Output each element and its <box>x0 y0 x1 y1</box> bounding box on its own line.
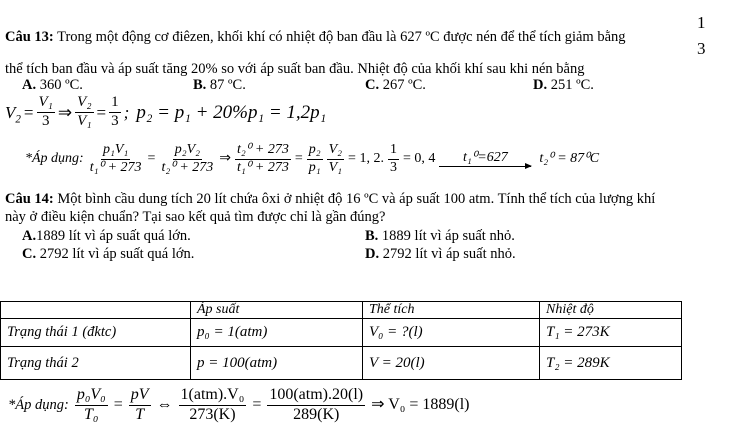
q13-line1 <box>5 30 626 45</box>
q13-apply-line: *Áp dụng: $\frac{\text{p₁V₁}}{\text{t₁⁰ + 273}}$ = $\frac{\text{p₂V₂}}{\text{t₂⁰ + 273}}$ ⇒ $\frac{\text{t₂⁰ + 273}}{\text{t₁⁰ + 273}}$ = $\frac{\text{p₂}}{\text{p₁}}$ $\frac{\text{V₂}}{\text{V₁}}$ = 1, 2. $\frac{1}{3}$ = 0, 4 t₁⁰=627 t₂⁰ = 87⁰C <box>25 142 600 175</box>
state-table <box>0 301 682 380</box>
q13-option-d[interactable]: D. 251 ºC. <box>533 77 594 93</box>
header-temperature: Nhiệt độ <box>540 302 682 319</box>
q14-option-b[interactable]: B. 1889 lít vì áp suất nhỏ. <box>365 228 515 244</box>
table-header-row <box>1 302 682 319</box>
q14-text-line2: này ở điều kiện chuẩn? Tại sao kết quả tìm được chỉ là gần đúng? <box>5 209 386 225</box>
q14-apply-line: *Áp dụng: $\frac{\text{p₀V₀}}{\text{T₀}}$ = $\frac{pV}{T}$ ⇔ $\frac{\text{1(atm).V₀}}{273(K)}$ = $\frac{\text{100(atm).20(l)}}{289(K)}$ ⇒ V₀ = 1889(l) <box>8 386 470 423</box>
q13-label: Câu 13: <box>5 29 54 45</box>
q14-text-line1: Một bình cầu dung tích 20 lít chứa ôxi ở nhiệt độ 16 ºC và áp suất 100 atm. Tính thể tích của lượng khí <box>57 191 656 207</box>
q13-option-b[interactable]: B. 87 ºC. <box>193 77 246 93</box>
q13-text-line2: thể tích ban đầu và áp suất tăng 20% so với áp suất ban đầu. Nhiệt độ của khối khí sau khi nén bằng <box>5 61 585 77</box>
q13-fraction: 1 3 <box>697 13 706 58</box>
table-row: Trạng thái 1 (đktc) p₀ = 1(atm) V₀ = ?(l) T₁ = 273K <box>1 319 682 347</box>
q14-option-a[interactable]: A.1889 lít vì áp suất quá lớn. <box>22 228 191 244</box>
q14-line1 <box>5 192 655 207</box>
table-row: Trạng thái 2 p = 100(atm) V = 20(l) T₂ = 289K <box>1 347 682 380</box>
header-volume: Thể tích <box>363 302 540 319</box>
q13-option-c[interactable]: C. 267 ºC. <box>365 77 426 93</box>
header-pressure: Áp suất <box>191 302 363 319</box>
q14-label: Câu 14: <box>5 191 54 207</box>
q13-option-a[interactable]: A. 360 ºC. <box>22 77 83 93</box>
implies-arrow: t₁⁰=627 <box>439 151 531 167</box>
q14-option-d[interactable]: D. 2792 lít vì áp suất nhỏ. <box>365 246 516 262</box>
q14-option-c[interactable]: C. 2792 lít vì áp suất quá lớn. <box>22 246 195 262</box>
q13-solution-line1: $V_2$ = $\frac{\text{V₁}}{3}$ ⇒ $\frac{\text{V₂}}{\text{V₁}}$ = $\frac{1}{3}$ ; p₂ = p₁ + 20%p₁ = 1,2p₁ <box>5 94 327 129</box>
q13-text-line1: Trong một động cơ điêzen, khối khí có nhiệt độ ban đầu là 627 ºC được nén để thể tích giảm bằng <box>57 29 626 45</box>
